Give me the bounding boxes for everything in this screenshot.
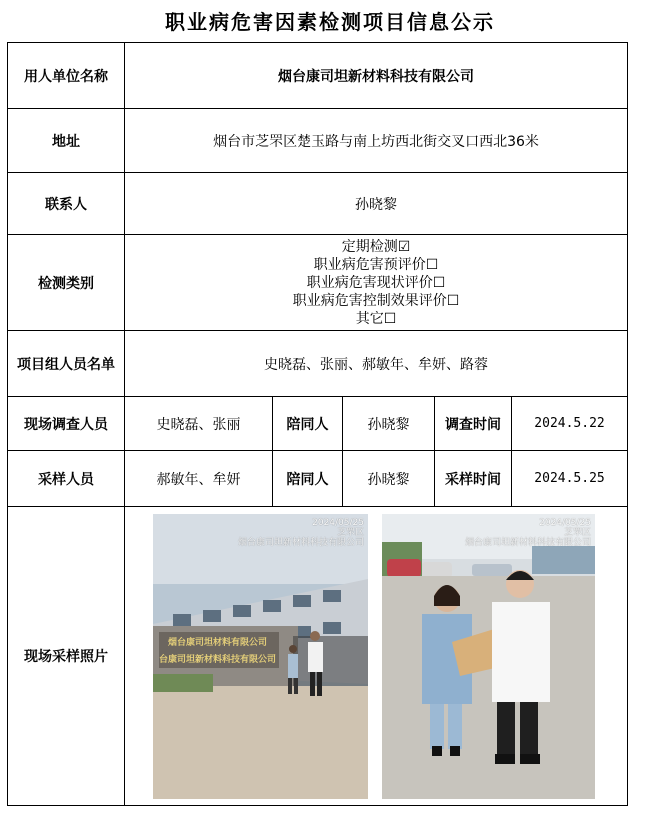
survey-companion-label: 陪同人 — [273, 397, 343, 451]
types-list — [125, 235, 628, 331]
sampling-time-label: 采样时间 — [435, 451, 512, 507]
checkbox-icon: ☐ — [446, 292, 460, 309]
type-item-pre-evaluation: 职业病危害预评价☐ — [313, 256, 439, 273]
row-types — [8, 235, 628, 331]
row-unit — [8, 43, 628, 109]
checkbox-icon: ☐ — [432, 274, 446, 291]
contact-label: 联系人 — [8, 173, 125, 235]
survey-companion: 孙晓黎 — [343, 397, 435, 451]
address-label: 地址 — [8, 109, 125, 173]
checkbox-checked-icon: ☑ — [397, 238, 411, 255]
photos-cell — [125, 507, 628, 806]
photos-label: 现场采样照片 — [8, 507, 125, 806]
page-title: 职业病危害因素检测项目信息公示 — [165, 10, 495, 34]
site-photo-people — [382, 514, 595, 799]
checkbox-icon: ☐ — [383, 310, 397, 327]
row-sampling — [8, 451, 628, 507]
site-photo-building — [153, 514, 368, 799]
row-survey — [8, 397, 628, 451]
survey-value: 史晓磊、张丽 — [125, 397, 273, 451]
photo-watermark-2: 2024/05/25 芝罘区 烟台康司坦新材料科技有限公司 — [464, 518, 591, 548]
address-value: 烟台市芝罘区楚玉路与南上坊西北街交叉口西北36米 — [125, 109, 628, 173]
checkbox-icon: ☐ — [425, 256, 439, 273]
sign-text-1: 烟台康司坦材料有限公司 — [168, 638, 268, 648]
survey-time: 2024.5.22 — [512, 397, 628, 451]
team-label: 项目组人员名单 — [8, 331, 125, 397]
info-table — [7, 42, 628, 806]
types-label: 检测类别 — [8, 235, 125, 331]
type-item-status-evaluation: 职业病危害现状评价☐ — [306, 274, 446, 291]
row-contact — [8, 173, 628, 235]
type-item-periodic: 定期检测☑ — [341, 238, 411, 255]
sampling-time: 2024.5.25 — [512, 451, 628, 507]
team-value: 史晓磊、张丽、郝敏年、牟妍、路蓉 — [125, 331, 628, 397]
sampling-label: 采样人员 — [8, 451, 125, 507]
row-photos — [8, 507, 628, 806]
photo-watermark-1: 2024/05/25 芝罘区 烟台康司坦新材料科技有限公司 — [237, 518, 364, 548]
survey-time-label: 调查时间 — [435, 397, 512, 451]
sampling-companion-label: 陪同人 — [273, 451, 343, 507]
type-item-other: 其它☐ — [355, 310, 397, 327]
sign-text-2: 台康司坦新材料科技有限公司 — [159, 655, 277, 665]
unit-label: 用人单位名称 — [8, 43, 125, 109]
type-item-control-evaluation: 职业病危害控制效果评价☐ — [292, 292, 460, 309]
sampling-value: 郝敏年、牟妍 — [125, 451, 273, 507]
row-team — [8, 331, 628, 397]
survey-label: 现场调查人员 — [8, 397, 125, 451]
sampling-companion: 孙晓黎 — [343, 451, 435, 507]
unit-value: 烟台康司坦新材料科技有限公司 — [125, 43, 628, 109]
contact-value: 孙晓黎 — [125, 173, 628, 235]
row-address — [8, 109, 628, 173]
